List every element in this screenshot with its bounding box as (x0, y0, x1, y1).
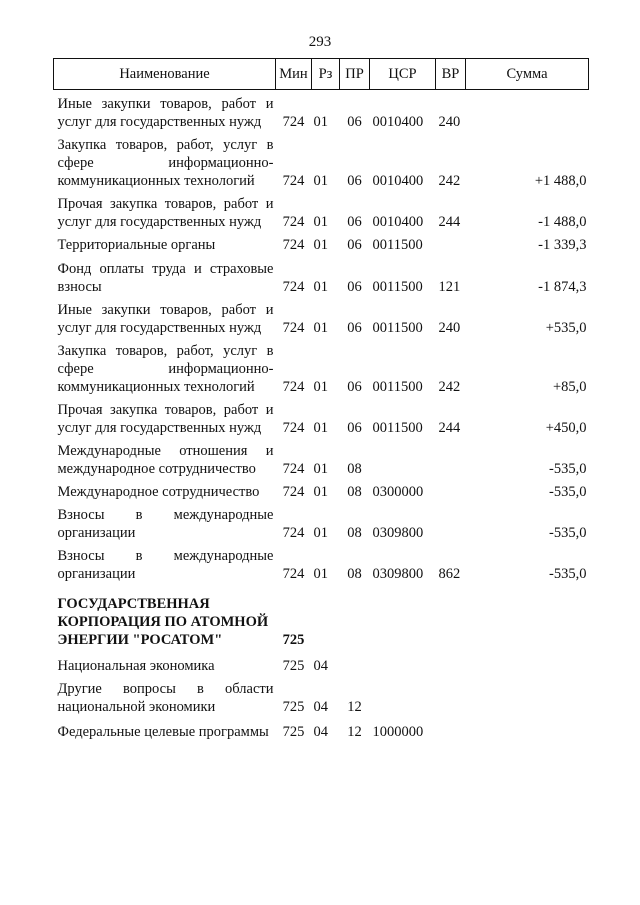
cell-rz: 01 (313, 173, 328, 189)
cell-vr: 244 (438, 420, 461, 436)
cell-sum: -1 874,3 (538, 279, 587, 295)
cell-sum: +85,0 (552, 379, 587, 395)
table-row (54, 478, 589, 501)
cell-csr: 0010400 (372, 214, 424, 230)
cell-min: 724 (282, 566, 305, 582)
cell-min: 724 (282, 461, 305, 477)
cell-pr: 06 (347, 173, 362, 189)
cell-name: Взносы в международные организации (57, 507, 274, 541)
cell-pr: 06 (347, 379, 362, 395)
cell-name: Федеральные целевые программы (57, 724, 269, 740)
cell-sum: -535,0 (549, 566, 587, 582)
cell-name: Взносы в международные организации (57, 548, 274, 582)
cell-min: 724 (282, 525, 305, 541)
cell-name: Прочая закупка товаров, работ и услуг для государственных нужд (57, 402, 274, 436)
cell-min: 725 (282, 632, 305, 648)
header-sum: Сумма (466, 59, 589, 90)
cell-name: Иные закупки товаров, работ и услуг для государственных нужд (57, 96, 274, 130)
cell-pr: 08 (347, 525, 362, 541)
cell-min: 724 (282, 173, 305, 189)
cell-pr: 06 (347, 114, 362, 130)
cell-min: 724 (282, 214, 305, 230)
cell-sum (466, 90, 589, 132)
cell-pr: 06 (347, 320, 362, 336)
cell-rz: 01 (313, 484, 328, 500)
cell-rz: 01 (313, 320, 328, 336)
cell-vr (436, 649, 466, 675)
cell-sum (466, 583, 589, 649)
table-row (54, 254, 589, 296)
cell-pr: 06 (347, 279, 362, 295)
table-row (54, 583, 589, 649)
table-row (54, 501, 589, 542)
cell-min: 724 (282, 237, 305, 253)
cell-csr: 0010400 (372, 173, 424, 189)
cell-pr: 08 (347, 566, 362, 582)
cell-csr (370, 437, 436, 478)
cell-min: 724 (282, 484, 305, 500)
table-row (54, 296, 589, 337)
cell-sum: +1 488,0 (534, 173, 587, 189)
cell-csr (370, 649, 436, 675)
header-name: Наименование (54, 59, 276, 90)
cell-min: 724 (282, 420, 305, 436)
table-row (54, 649, 589, 675)
cell-csr: 0300000 (372, 484, 424, 500)
cell-csr: 0011500 (372, 320, 423, 336)
cell-csr: 0011500 (372, 379, 423, 395)
cell-pr (340, 583, 370, 649)
cell-rz: 01 (313, 214, 328, 230)
cell-name: Прочая закупка товаров, работ и услуг для государственных нужд (57, 196, 274, 230)
cell-vr: 242 (438, 173, 461, 189)
table-row (54, 337, 589, 396)
header-csr: ЦСР (370, 59, 436, 90)
cell-csr: 0309800 (372, 525, 424, 541)
cell-rz (312, 583, 340, 649)
cell-sum (466, 716, 589, 741)
cell-vr (436, 675, 466, 716)
cell-pr: 06 (347, 214, 362, 230)
cell-name: Международные отношения и международное сотрудничество (57, 443, 274, 477)
table-row (54, 231, 589, 254)
cell-sum: -535,0 (549, 525, 587, 541)
cell-pr: 06 (347, 237, 362, 253)
cell-csr: 0011500 (372, 237, 423, 253)
header-min: Мин (276, 59, 312, 90)
cell-vr: 244 (438, 214, 461, 230)
table-row (54, 131, 589, 190)
cell-sum: -1 339,3 (538, 237, 587, 253)
cell-min: 725 (282, 699, 305, 715)
cell-sum: -535,0 (549, 484, 587, 500)
cell-rz: 01 (313, 525, 328, 541)
table-row (54, 396, 589, 437)
cell-pr: 08 (347, 484, 362, 500)
cell-csr (370, 675, 436, 716)
cell-rz: 04 (313, 724, 328, 740)
cell-vr (436, 583, 466, 649)
cell-vr (436, 437, 466, 478)
table-row (54, 716, 589, 741)
cell-pr: 06 (347, 420, 362, 436)
table-body (54, 90, 589, 742)
cell-rz: 04 (313, 658, 328, 674)
cell-csr: 1000000 (372, 724, 424, 740)
cell-min: 724 (282, 279, 305, 295)
cell-vr: 121 (438, 279, 461, 295)
header-rz: Рз (312, 59, 340, 90)
header-vr: ВР (436, 59, 466, 90)
cell-vr (436, 716, 466, 741)
cell-name: Другие вопросы в области национальной экономики (57, 681, 274, 715)
cell-vr (436, 231, 466, 254)
cell-min: 725 (282, 658, 305, 674)
cell-csr: 0011500 (372, 279, 423, 295)
cell-name: Национальная экономика (57, 658, 215, 674)
cell-rz: 01 (313, 237, 328, 253)
cell-sum: -535,0 (549, 461, 587, 477)
cell-sum (466, 675, 589, 716)
cell-rz: 04 (313, 699, 328, 715)
cell-pr: 12 (347, 724, 362, 740)
cell-rz: 01 (313, 279, 328, 295)
table-row (54, 190, 589, 231)
cell-min: 725 (282, 724, 305, 740)
cell-name: Закупка товаров, работ, услуг в сфере информационно-коммуникационных технологий (57, 343, 274, 395)
cell-sum: -1 488,0 (538, 214, 587, 230)
cell-sum: +535,0 (545, 320, 587, 336)
cell-vr: 240 (438, 320, 461, 336)
cell-rz: 01 (313, 379, 328, 395)
cell-name: Международное сотрудничество (57, 484, 260, 500)
cell-csr: 0010400 (372, 114, 424, 130)
cell-csr (370, 583, 436, 649)
cell-min: 724 (282, 379, 305, 395)
page-number: 293 (308, 34, 332, 50)
cell-rz: 01 (313, 114, 328, 130)
cell-name: Фонд оплаты труда и страховые взносы (57, 261, 274, 295)
cell-vr: 240 (438, 114, 461, 130)
cell-vr: 242 (438, 379, 461, 395)
cell-rz: 01 (313, 461, 328, 477)
table-row (54, 90, 589, 132)
cell-rz: 01 (313, 566, 328, 582)
cell-sum (466, 649, 589, 675)
cell-name: Территориальные органы (57, 237, 216, 253)
cell-name: Иные закупки товаров, работ и услуг для государственных нужд (57, 302, 274, 336)
cell-sum: +450,0 (545, 420, 587, 436)
table-header (54, 59, 589, 90)
table-row (54, 675, 589, 716)
cell-min: 724 (282, 114, 305, 130)
table-row (54, 542, 589, 583)
header-pr: ПР (340, 59, 370, 90)
cell-rz: 01 (313, 420, 328, 436)
cell-csr: 0011500 (372, 420, 423, 436)
cell-vr: 862 (438, 566, 461, 582)
cell-pr: 12 (347, 699, 362, 715)
cell-name: ГОСУДАРСТВЕННАЯ КОРПОРАЦИЯ ПО АТОМНОЙ ЭНЕРГИИ "РОСАТОМ" (57, 596, 269, 648)
cell-csr: 0309800 (372, 566, 424, 582)
cell-vr (436, 501, 466, 542)
cell-name: Закупка товаров, работ, услуг в сфере информационно-коммуникационных технологий (57, 137, 274, 189)
budget-table (53, 58, 589, 741)
cell-min: 724 (282, 320, 305, 336)
table-row (54, 437, 589, 478)
cell-vr (436, 478, 466, 501)
cell-pr (340, 649, 370, 675)
cell-pr: 08 (347, 461, 362, 477)
